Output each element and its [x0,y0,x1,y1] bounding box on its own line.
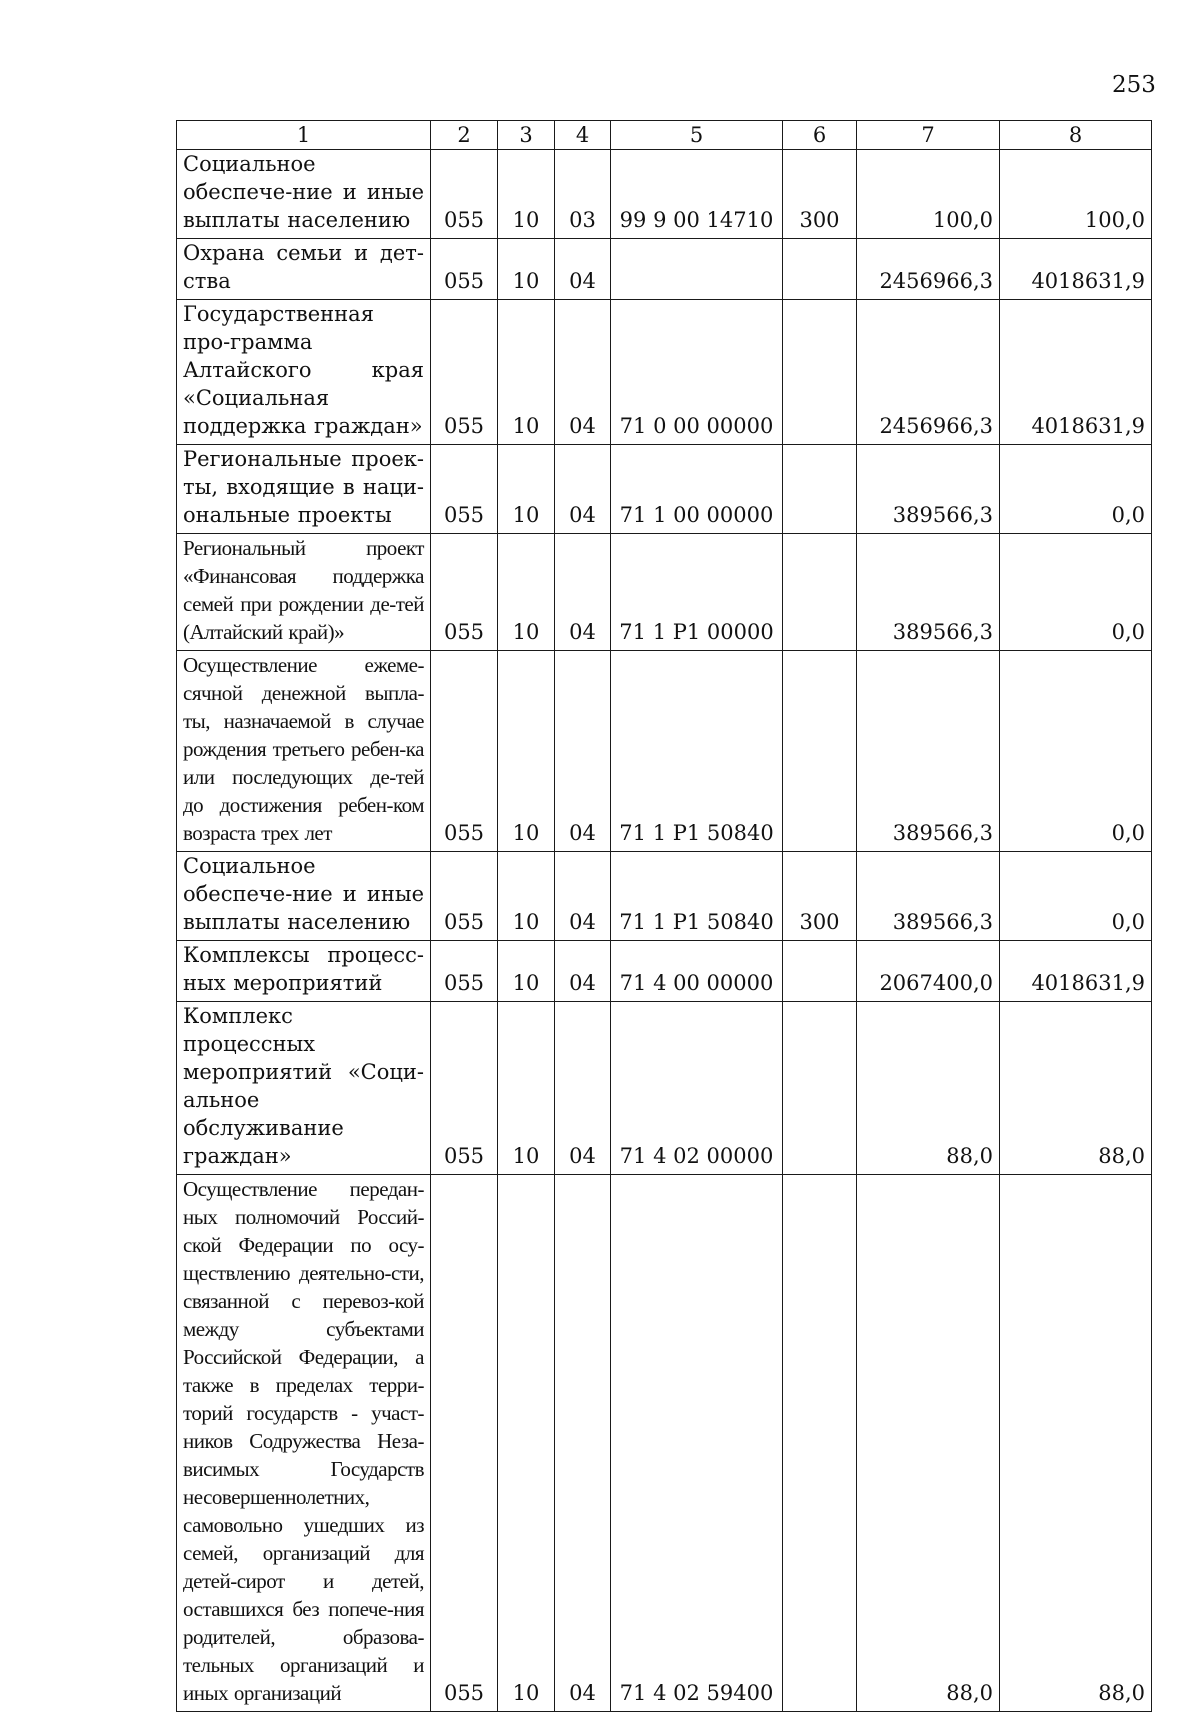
sum-col-7: 88,0 [857,1002,1000,1175]
table-row [177,651,1152,852]
section-code: 10 [498,941,555,1002]
sum-col-7: 389566,3 [857,445,1000,534]
subsection-code: 04 [555,300,611,445]
sum-col-8: 4018631,9 [1000,239,1152,300]
target-item-code: 99 9 00 14710 [611,150,783,239]
admin-code: 055 [431,150,498,239]
expense-type-code [783,239,857,300]
table-row [177,852,1152,941]
admin-code: 055 [431,534,498,651]
page-number: 253 [1112,72,1156,98]
expense-type-code [783,651,857,852]
expense-type-code [783,941,857,1002]
sum-col-8: 4018631,9 [1000,941,1152,1002]
admin-code: 055 [431,852,498,941]
sum-col-8: 0,0 [1000,651,1152,852]
expense-type-code: 300 [783,852,857,941]
column-number: 3 [498,121,555,150]
section-code: 10 [498,534,555,651]
section-code: 10 [498,239,555,300]
item-name: Осуществление передан-ных полномочий Россий-ской Федерации по осу-ществлению деятельно-сти, связанной с перевоз-кой между субъектами Российской Федерации, а также в пределах терри-торий государств - участ-ников Содружества Неза-висимых Государств несовершеннолетних, самовольно ушедших из семей, организаций для детей-сирот и детей, оставшихся без попече-ния родителей, образова-тельных организаций и иных организаций [177,1175,431,1712]
subsection-code: 04 [555,534,611,651]
sum-col-7: 100,0 [857,150,1000,239]
table-row [177,300,1152,445]
section-code: 10 [498,150,555,239]
item-name: Охрана семьи и дет-ства [177,239,431,300]
sum-col-7: 389566,3 [857,534,1000,651]
section-code: 10 [498,1002,555,1175]
sum-col-8: 0,0 [1000,852,1152,941]
subsection-code: 04 [555,852,611,941]
sum-col-8: 100,0 [1000,150,1152,239]
expense-type-code: 300 [783,150,857,239]
admin-code: 055 [431,239,498,300]
sum-col-7: 2067400,0 [857,941,1000,1002]
target-item-code: 71 1 P1 50840 [611,852,783,941]
item-name: Осуществление ежеме-сячной денежной выпла-ты, назначаемой в случае рождения третьего ребен-ка или последующих де-тей до достижения ребен-ком возраста трех лет [177,651,431,852]
subsection-code: 03 [555,150,611,239]
column-number: 5 [611,121,783,150]
sum-col-7: 389566,3 [857,651,1000,852]
subsection-code: 04 [555,1175,611,1712]
subsection-code: 04 [555,651,611,852]
expense-type-code [783,300,857,445]
column-number: 1 [177,121,431,150]
target-item-code: 71 4 00 00000 [611,941,783,1002]
target-item-code: 71 0 00 00000 [611,300,783,445]
table-row [177,445,1152,534]
table-row [177,1002,1152,1175]
admin-code: 055 [431,300,498,445]
admin-code: 055 [431,1175,498,1712]
section-code: 10 [498,445,555,534]
table-row [177,534,1152,651]
column-number: 4 [555,121,611,150]
column-number: 2 [431,121,498,150]
column-number: 6 [783,121,857,150]
section-code: 10 [498,300,555,445]
column-number: 7 [857,121,1000,150]
sum-col-7: 2456966,3 [857,239,1000,300]
item-name: Государственная про-грамма Алтайского края «Социальная поддержка граждан» [177,300,431,445]
target-item-code: 71 4 02 00000 [611,1002,783,1175]
item-name: Комплексы процесс-ных мероприятий [177,941,431,1002]
sum-col-8: 88,0 [1000,1175,1152,1712]
admin-code: 055 [431,941,498,1002]
subsection-code: 04 [555,445,611,534]
table-row [177,941,1152,1002]
subsection-code: 04 [555,941,611,1002]
expense-type-code [783,1175,857,1712]
item-name: Социальное обеспече-ние и иные выплаты населению [177,852,431,941]
section-code: 10 [498,1175,555,1712]
target-item-code: 71 1 P1 00000 [611,534,783,651]
sum-col-7: 389566,3 [857,852,1000,941]
sum-col-7: 2456966,3 [857,300,1000,445]
expense-type-code [783,445,857,534]
column-number: 8 [1000,121,1152,150]
target-item-code [611,239,783,300]
target-item-code: 71 4 02 59400 [611,1175,783,1712]
admin-code: 055 [431,445,498,534]
item-name: Региональные проек-ты, входящие в наци-ональные проекты [177,445,431,534]
subsection-code: 04 [555,1002,611,1175]
column-number-row [177,121,1152,150]
sum-col-8: 0,0 [1000,445,1152,534]
sum-col-8: 4018631,9 [1000,300,1152,445]
item-name: Комплекс процессных мероприятий «Соци-альное обслуживание граждан» [177,1002,431,1175]
table-row [177,1175,1152,1712]
admin-code: 055 [431,651,498,852]
expense-type-code [783,534,857,651]
admin-code: 055 [431,1002,498,1175]
section-code: 10 [498,651,555,852]
table-row [177,239,1152,300]
subsection-code: 04 [555,239,611,300]
section-code: 10 [498,852,555,941]
item-name: Региональный проект «Финансовая поддержка семей при рождении де-тей (Алтайский край)» [177,534,431,651]
target-item-code: 71 1 00 00000 [611,445,783,534]
budget-table [176,120,1152,1712]
expense-type-code [783,1002,857,1175]
target-item-code: 71 1 P1 50840 [611,651,783,852]
sum-col-8: 0,0 [1000,534,1152,651]
sum-col-8: 88,0 [1000,1002,1152,1175]
table-row [177,150,1152,239]
sum-col-7: 88,0 [857,1175,1000,1712]
item-name: Социальное обеспече-ние и иные выплаты населению [177,150,431,239]
